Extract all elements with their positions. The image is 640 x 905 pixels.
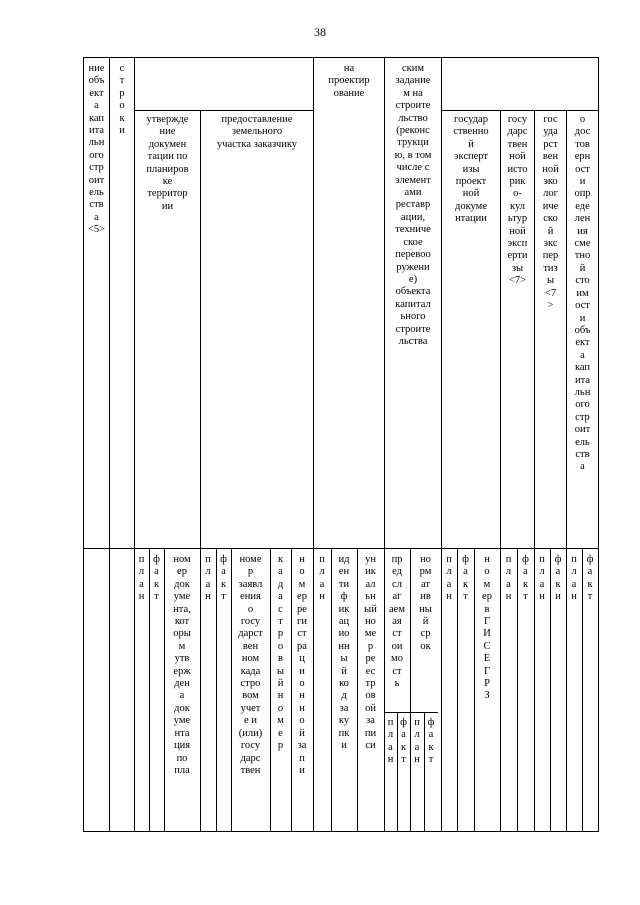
header-design-assignment: ским задание м на строите льство (реконс трукци ю, в том числе с элемент ами реставр ации, техниче ское перевоо ружени е) объекта капитал ьного строите льства	[394, 63, 432, 347]
header-object-name: ние объ ект а кап ита льн ого стр оит ель ств а <5>	[87, 63, 106, 236]
sub-normative-term: но рм ат ив ны й ср ок	[419, 554, 432, 652]
sub-application-number: номе р заявл ения о госу дарст вен ном када стро вом учет е и (или) госу дарс твен	[238, 554, 263, 776]
sub-term-fact: ф а к т	[427, 717, 435, 766]
sub-territory-plan: п л а н	[138, 554, 145, 603]
sub-identification-code: ид ен ти ф ик ац ио нн ы й ко д за ку пк и	[338, 554, 350, 752]
sub-expected-duration: пр ед сл аг аем ая ст ои мо ст ь	[389, 554, 405, 690]
row-divider-subheaders	[134, 110, 313, 111]
header-ecological-expertise: гос уда рст вен ной эко лог иче ско й экс пер тиз ы <7 >	[542, 114, 559, 312]
sub-state-fact: ф а к т	[462, 554, 469, 603]
header-row-code: с т р о к и	[119, 63, 125, 137]
header-bottom-border	[83, 548, 598, 549]
table-bottom-border	[83, 831, 598, 832]
sub-eco-plan: п л а н	[539, 554, 545, 603]
page-number: 38	[314, 25, 326, 39]
sub-land-plan: п л а н	[205, 554, 211, 603]
header-estimate-reliability: о дос тов ерн ост и опр еде лен ия сме тно й сто им ост и объ ект а кап ита льн ого стр оит ель ств а	[574, 114, 591, 473]
sub-unique-registry-number: ун ик ал ьн ый но ме р ре ес тр ов ой за пи си	[364, 554, 377, 752]
sub-territory-fact: ф а к т	[153, 554, 160, 603]
sub-cadastral-number: к а д а с т р о в ы й н о м е р	[276, 554, 285, 752]
sub-eco-fact: ф а к и	[554, 554, 562, 603]
sub-hist-fact: ф а к т	[522, 554, 529, 603]
sub-territory-doc-number: ном ер док уме нта, кот оры м утв ерж ден а док уме нта ция по пла	[173, 554, 191, 776]
header-design-work: на проектир ование	[328, 63, 370, 99]
sub-registration-number: н о м ер ре ги ст ра ц и о н н о й за п и	[297, 554, 307, 776]
header-territory-docs: утвержде ние докумен тации по планиров ке территор ии	[146, 114, 189, 212]
header-state-expertise: государ ственно й эксперт изы проект ной докуме нтации	[453, 114, 489, 225]
sub-hist-plan: п л а н	[505, 554, 512, 603]
sub-duration-fact: ф а к т	[400, 717, 407, 766]
sub-estimate-plan: п л а н	[571, 554, 577, 603]
sub-duration-plan: п л а н	[387, 717, 394, 766]
sub-term-plan: п л а н	[414, 717, 420, 766]
plan-fact-divider	[384, 712, 438, 713]
sub-state-plan: п л а н	[446, 554, 452, 603]
col-border-right	[598, 57, 599, 832]
table-top-border	[83, 57, 598, 58]
col-border-4	[313, 57, 314, 832]
header-historical-expertise: госу дарс твен ной исто рик о- кул ьтур ной эксп ерти зы <7>	[507, 114, 528, 287]
header-land-plot: предоставление земельного участка заказчику	[216, 114, 298, 150]
sub-estimate-fact: ф а к т	[586, 554, 594, 603]
sub-egrz-number: н о м ер в Г И С Е Г Р З	[482, 554, 492, 702]
sub-design-plan: п л а н	[319, 554, 325, 603]
sub-land-fact: ф а к т	[220, 554, 227, 603]
col-border-2	[109, 57, 110, 832]
col-border-land-plot	[200, 110, 201, 832]
row-divider-subheaders-right	[441, 110, 598, 111]
